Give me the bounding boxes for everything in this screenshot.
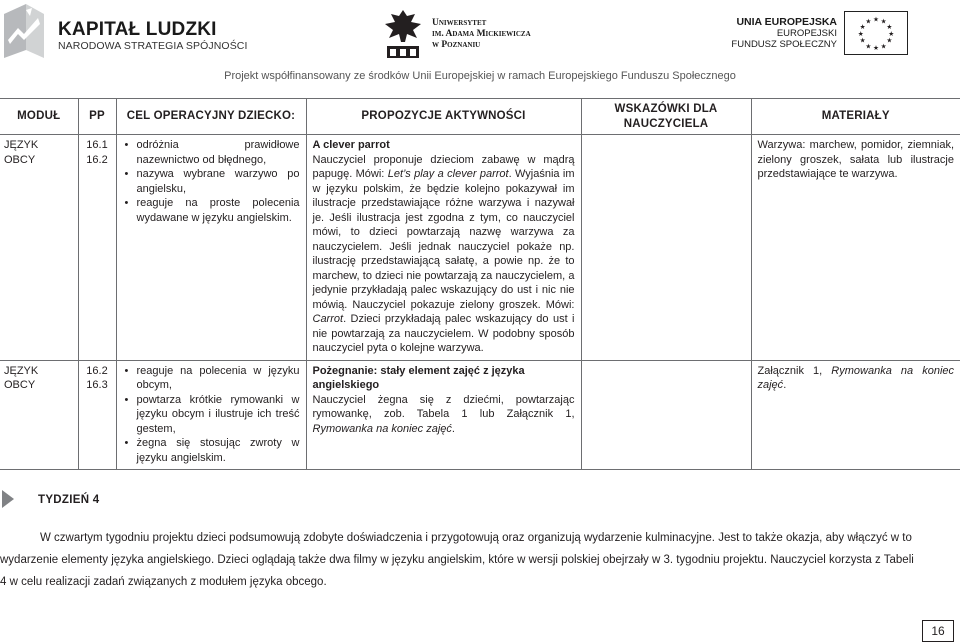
pp-number: 16.3 — [86, 379, 108, 391]
university-name — [432, 18, 531, 51]
activity-text: . — [451, 422, 455, 435]
cell-modul: JĘZYK OBCY — [0, 360, 78, 470]
cell-wskazowki — [581, 360, 751, 470]
materials-phrase: Rymowanka na koniec zajęć — [757, 364, 955, 391]
activity-title: A clever parrot — [312, 139, 390, 151]
svg-text:★: ★ — [857, 29, 864, 38]
cell-cel — [116, 135, 306, 361]
svg-text:★: ★ — [865, 17, 872, 26]
svg-text:★: ★ — [888, 29, 895, 38]
table-row — [0, 135, 960, 361]
pp-number: 16.1 — [86, 139, 108, 151]
header-pp: PP — [78, 99, 116, 135]
cell-cel — [116, 360, 306, 470]
eu-fund-text — [731, 17, 837, 50]
cell-materialy: Warzywa: marchew, pomidor, ziemniak, zielony groszek, sałata lub ilustracje przedstawiające te warzywa. — [751, 135, 960, 361]
svg-text:★: ★ — [886, 36, 893, 45]
university-line: im. Adama Mickiewicza — [432, 29, 531, 39]
goal-item: • reaguje na proste polecenia wydawane w języku angielskim. — [123, 196, 300, 225]
activity-description — [313, 393, 575, 437]
goal-list — [123, 364, 300, 466]
svg-text:★: ★ — [873, 15, 879, 24]
project-funding-line: Projekt współfinansowany ze środków Unii Europejskiej w ramach Europejskiego Funduszu Społecznego — [224, 70, 736, 82]
activity-phrase: Rymowanka na koniec zajęć — [312, 422, 452, 435]
uam-eagle-emblem-icon — [381, 8, 425, 60]
week-heading: TYDZIEŃ 4 — [38, 494, 100, 506]
activity-title: Pożegnanie: stały element zajęć z języka angielskiego — [312, 364, 525, 391]
logo-title: KAPITAŁ LUDZKI — [58, 19, 217, 40]
activity-text: Nauczyciel proponuje dzieciom zabawę w mądrą papugę. Mówi: — [312, 153, 575, 180]
cell-pp — [78, 360, 116, 470]
kapital-ludzki-logo-icon — [0, 0, 48, 62]
page-number: 16 — [922, 620, 954, 642]
goal-item: • żegna się stosując zwroty w języku angielskim. — [123, 436, 300, 465]
activities-table — [0, 98, 960, 470]
eu-line: EUROPEJSKI — [776, 28, 837, 39]
activity-phrase: Let’s play a clever parrot — [387, 168, 509, 180]
pp-number: 16.2 — [86, 364, 108, 377]
logo-subtitle: NARODOWA STRATEGIA SPÓJNOŚCI — [58, 40, 248, 52]
eu-flag-icon — [844, 11, 908, 55]
goal-list — [123, 138, 300, 225]
pp-number: 16.2 — [86, 153, 108, 166]
svg-text:★: ★ — [886, 23, 893, 32]
cell-modul: JĘZYK OBCY — [0, 135, 78, 361]
svg-text:★: ★ — [880, 17, 887, 26]
header-cel: CEL OPERACYJNY DZIECKO: — [116, 99, 306, 135]
header-materialy: MATERIAŁY — [751, 99, 960, 135]
goal-item: • powtarza krótkie rymowanki w języku obcym i ilustruje ich treść gestem, — [123, 393, 300, 437]
svg-text:★: ★ — [880, 42, 887, 51]
goal-item: • nazywa wybrane warzywo po angielsku, — [123, 167, 300, 196]
activity-description — [313, 153, 575, 356]
university-line: Uniwersytet — [432, 18, 487, 28]
goal-item: • odróżnia prawidłowe nazewnictwo od błędnego, — [123, 138, 300, 167]
header-wskazowki: WSKAZÓWKI DLA NAUCZYCIELA — [581, 99, 751, 135]
cell-pp — [78, 135, 116, 361]
svg-text:★: ★ — [865, 42, 872, 51]
eu-line: UNIA EUROPEJSKA — [736, 16, 837, 28]
header-modul: MODUŁ — [0, 99, 78, 135]
goal-item: • reaguje na polecenia w języku obcym, — [123, 364, 300, 393]
page-header — [0, 0, 960, 92]
activity-phrase: Carrot — [312, 313, 344, 325]
svg-text:★: ★ — [873, 44, 879, 53]
svg-text:★: ★ — [859, 23, 866, 32]
university-line: w Poznaniu — [432, 40, 481, 50]
table-row — [0, 360, 960, 470]
cell-materialy — [751, 360, 960, 470]
eu-line: FUNDUSZ SPOŁECZNY — [731, 39, 837, 50]
cell-propozycje — [306, 360, 581, 470]
materials-text: . — [783, 379, 787, 391]
activity-text: . Dzieci przykładają palec wskazujący do ust i nie powtarzają za nauczycielem. W podobny sposób nauczyciel pyta o kolejne warzywa. — [312, 313, 575, 354]
materials-text: Załącznik 1, — [757, 364, 832, 377]
week-description: W czwartym tygodniu projektu dzieci podsumowują zdobyte doświadczenia i przygotowują oraz organizują wydarzenie kulminacyjne. Jest to także okazja, aby włączyć w to wydarzenie elementy języka angielskiego. Dzieci oglądają także dwa filmy w języku angielskim, które w wersji polskiej obejrzały w 3. tygodniu projektu. Nauczyciel korzysta z Tabeli 4 w celu realizacji zadań związanych z modułem języka obcego. — [0, 532, 914, 588]
table-header-row — [0, 99, 960, 135]
cell-propozycje — [306, 135, 581, 361]
section-arrow-icon — [2, 490, 14, 508]
activity-text: Nauczyciel żegna się z dziećmi, powtarzając rymowankę, zob. Tabela 1 lub Załącznik 1, — [312, 393, 575, 420]
activity-text: . Wyjaśnia im w języku polskim, że będzie kolejno pokazywał im ilustracje przedstawiające różne warzywa i nazywał je. Jeśli ilustracja jest zgodna z tym, co nauczyciel mówi, to dzieci powtarzają nazwę warzywa za nauczycielem. Jeśli jednak nauczyciel pokaże np. ilustrację przedstawiającą sałatę, a powie np. że to marchew, to dzieci nie powtarzają za nauczycielem, a jedynie przykładają palec wskazujący do ust i nic nie mówią. Nauczyciel pokazuje zielony groszek. Mówi: — [312, 168, 575, 311]
svg-text:★: ★ — [859, 36, 866, 45]
header-propozycje: PROPOZYCJE AKTYWNOŚCI — [306, 99, 581, 135]
cell-wskazowki — [581, 135, 751, 361]
